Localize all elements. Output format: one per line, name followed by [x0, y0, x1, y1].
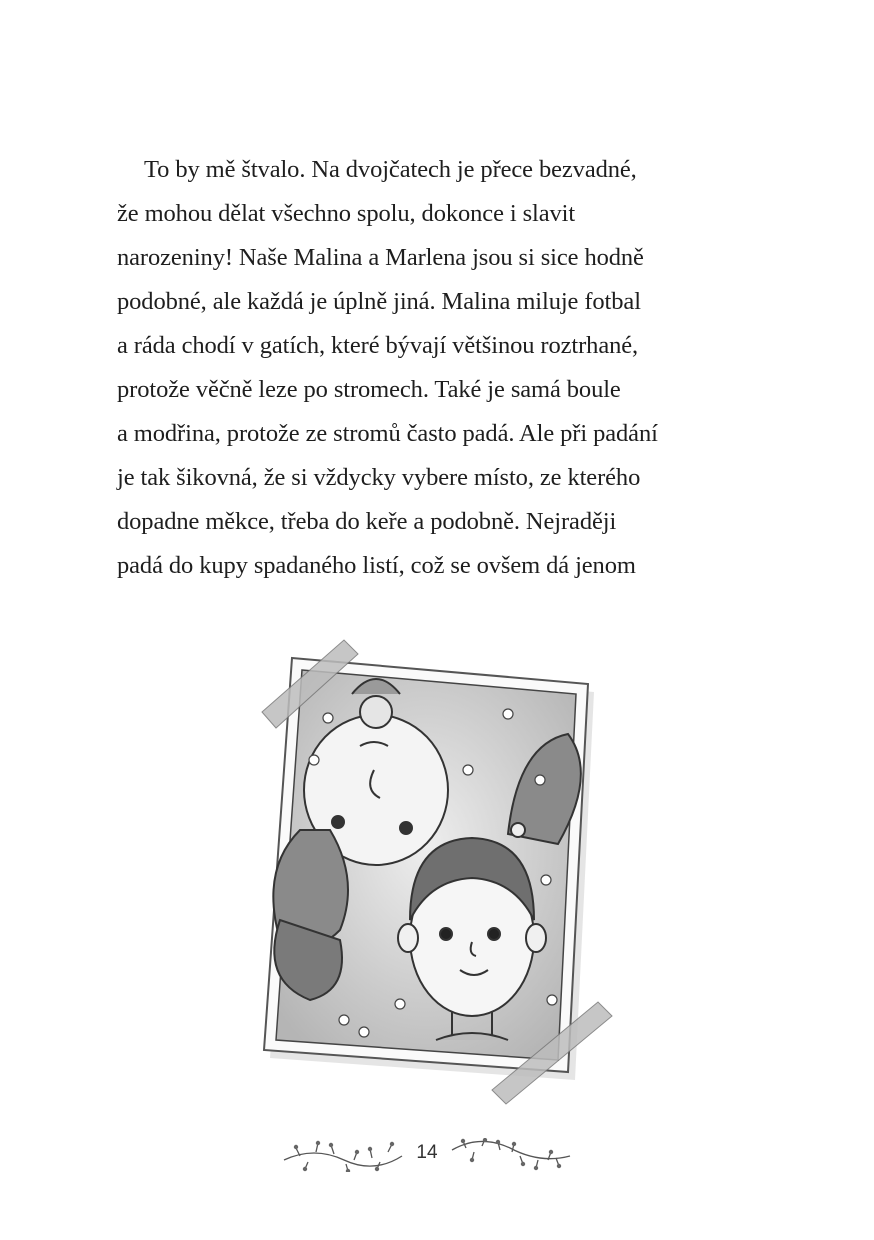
paragraph-line: je tak šikovná, že si vždycky vybere místo, ze kterého — [117, 464, 641, 491]
floral-vine-ornament-icon — [450, 1138, 572, 1172]
paragraph-line: narozeniny! Naše Malina a Marlena jsou si sice hodně — [117, 244, 644, 271]
floral-vine-ornament-icon — [282, 1138, 404, 1172]
paragraph-line: dopadne měkce, třeba do keře a podobně. Nejraději — [117, 508, 617, 535]
paragraph-line: podobné, ale každá je úplně jiná. Malina miluje fotbal — [117, 288, 641, 315]
paragraph-line: To by mě štvalo. Na dvojčatech je přece bezvadné, — [144, 156, 637, 183]
taped-photo-illustration — [240, 620, 630, 1120]
paragraph-line: padá do kupy spadaného listí, což se ovšem dá jenom — [117, 552, 636, 579]
page-footer — [0, 1132, 874, 1178]
paragraph-line: a modřina, protože ze stromů často padá. Ale při padání — [117, 420, 658, 447]
paragraph-line: protože věčně leze po stromech. Také je samá boule — [117, 376, 621, 403]
paragraph-line: a ráda chodí v gatích, které bývají většinou roztrhané, — [117, 332, 639, 359]
taped-photo-of-twin-girls-icon — [240, 620, 630, 1120]
page-number: 14 — [416, 1142, 438, 1163]
body-paragraph — [117, 148, 757, 588]
paragraph-line: že mohou dělat všechno spolu, dokonce i slavit — [117, 200, 576, 227]
